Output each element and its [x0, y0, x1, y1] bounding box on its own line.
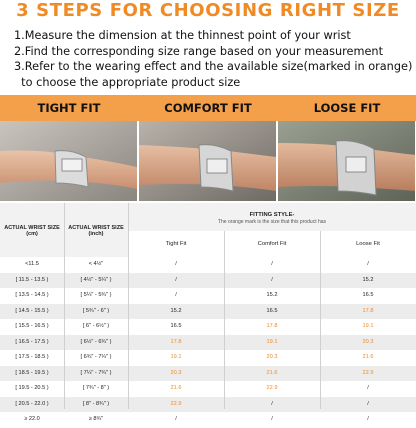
cell-wrist-inch: [ 6" - 6½" )	[82, 323, 110, 329]
cell-tight: /	[175, 292, 177, 298]
divider	[320, 231, 321, 409]
divider	[128, 203, 129, 409]
comfort-fit-photo	[139, 121, 276, 201]
cell-comfort: /	[271, 416, 273, 422]
cell-loose: 15.2	[362, 276, 374, 283]
cell-wrist-inch: < 4½"	[88, 261, 104, 267]
tight-fit-photo	[0, 121, 137, 201]
fit-label-comfort: COMFORT FIT	[164, 101, 252, 115]
table-row	[0, 381, 416, 397]
cell-comfort: /	[271, 261, 273, 267]
fit-label-bar	[0, 95, 416, 121]
table-row	[0, 397, 416, 413]
cell-tight: /	[175, 416, 177, 422]
table-row	[0, 304, 416, 320]
cell-tight: 19.1	[170, 354, 182, 360]
cell-tight: 22.9	[170, 400, 182, 407]
table-row	[0, 412, 416, 428]
cell-loose: /	[367, 416, 369, 422]
cell-comfort: /	[271, 400, 273, 407]
cell-tight: 21.6	[170, 385, 182, 391]
cell-loose: /	[367, 385, 369, 391]
cell-wrist-cm: [ 14.5 - 15.5 )	[15, 307, 49, 314]
cell-comfort: 21.6	[266, 369, 278, 376]
table-row	[0, 257, 416, 273]
fit-label-loose: LOOSE FIT	[313, 101, 381, 115]
cell-loose: 22.9	[362, 369, 374, 376]
table-row	[0, 319, 416, 335]
cell-loose: 20.3	[362, 338, 374, 345]
cell-loose: /	[367, 400, 369, 407]
cell-comfort: 16.5	[266, 307, 278, 314]
header-wrist-inch	[64, 203, 128, 257]
cell-wrist-inch: [ 5¼" - 5¾" )	[80, 292, 112, 298]
cell-wrist-cm: [ 20.5 - 22.0 )	[15, 400, 49, 407]
cell-tight: /	[175, 276, 177, 283]
divider	[64, 203, 65, 409]
cell-wrist-inch: [ 6½" - 6¾" )	[80, 338, 112, 345]
cell-wrist-cm: <11.5	[25, 261, 39, 267]
header-wrist-cm-label: ACTUAL WRIST SIZE (cm)	[4, 225, 60, 237]
cell-loose: 19.1	[362, 323, 374, 329]
cell-tight: 17.8	[170, 338, 182, 345]
cell-wrist-inch: [ 7¼" - 7¾" )	[80, 369, 112, 376]
table-row	[0, 335, 416, 351]
subheader-comfort: Comfort Fit	[257, 241, 287, 247]
page-title: 3 STEPS FOR CHOOSING RIGHT SIZE	[16, 0, 400, 21]
cell-comfort: 22.9	[266, 385, 278, 391]
table-row	[0, 273, 416, 289]
divider	[224, 231, 225, 409]
cell-tight: 20.3	[170, 369, 182, 376]
header-wrist-cm	[0, 203, 64, 257]
cell-comfort: 19.1	[266, 338, 278, 345]
header-wrist-inch-label: ACTUAL WRIST SIZE (inch)	[68, 225, 124, 237]
fit-photos	[0, 121, 416, 201]
fitting-style-label: FITTING STYLE-	[249, 212, 295, 218]
table-row	[0, 288, 416, 304]
cell-wrist-inch: [ 5¾" - 6" )	[82, 307, 110, 314]
loose-fit-photo	[278, 121, 415, 201]
subheader-tight: Tight Fit	[165, 241, 187, 247]
step-1: 1.Measure the dimension at the thinnest point of your wrist	[14, 29, 351, 42]
step-3: 3.Refer to the wearing effect and the available size(marked in orange)	[14, 60, 413, 73]
cell-comfort: /	[271, 276, 273, 283]
cell-wrist-cm: [ 16.5 - 17.5 )	[15, 338, 49, 345]
cell-wrist-inch: ≥ 8¾"	[88, 416, 104, 422]
cell-loose: 17.8	[362, 307, 374, 314]
step-2: 2.Find the corresponding size range based on your measurement	[14, 44, 384, 58]
cell-wrist-cm: [ 19.5 - 20.5 )	[15, 385, 49, 391]
cell-wrist-cm: [ 11.5 - 13.5 )	[15, 276, 49, 283]
size-table	[0, 203, 416, 422]
cell-comfort: 17.8	[266, 323, 278, 329]
cell-wrist-inch: [ 4½" - 5¼" )	[80, 276, 112, 283]
cell-loose: 21.6	[362, 354, 374, 360]
step-3-cont: to choose the appropriate product size	[14, 75, 241, 89]
cell-tight: 15.2	[170, 307, 182, 314]
cell-wrist-cm: [ 13.5 - 14.5 )	[15, 292, 49, 298]
subheader-loose: Loose Fit	[356, 241, 380, 247]
cell-wrist-cm: ≥ 22.0	[24, 416, 40, 422]
cell-wrist-inch: [ 6¾" - 7¼" )	[80, 354, 112, 360]
subheader-row	[128, 231, 416, 257]
table-row	[0, 366, 416, 382]
cell-tight: 16.5	[170, 323, 182, 329]
fit-label-tight: TIGHT FIT	[37, 101, 101, 115]
cell-wrist-cm: [ 18.5 - 19.5 )	[15, 369, 49, 376]
cell-tight: /	[175, 261, 177, 267]
cell-wrist-inch: [ 8" - 8¾" )	[82, 400, 110, 407]
cell-loose: 16.5	[362, 292, 374, 298]
instructions	[14, 28, 413, 90]
cell-wrist-cm: [ 15.5 - 16.5 )	[15, 323, 49, 329]
fitting-style-note: The orange mark is the size that this product has	[217, 219, 327, 225]
table-row	[0, 350, 416, 366]
cell-loose: /	[367, 261, 369, 267]
fitting-style-title	[128, 203, 416, 231]
cell-wrist-inch: [ 7¾" - 8" )	[82, 385, 110, 391]
cell-wrist-cm: [ 17.5 - 18.5 )	[15, 354, 49, 360]
cell-comfort: 20.3	[266, 354, 278, 360]
cell-comfort: 15.2	[266, 292, 278, 298]
